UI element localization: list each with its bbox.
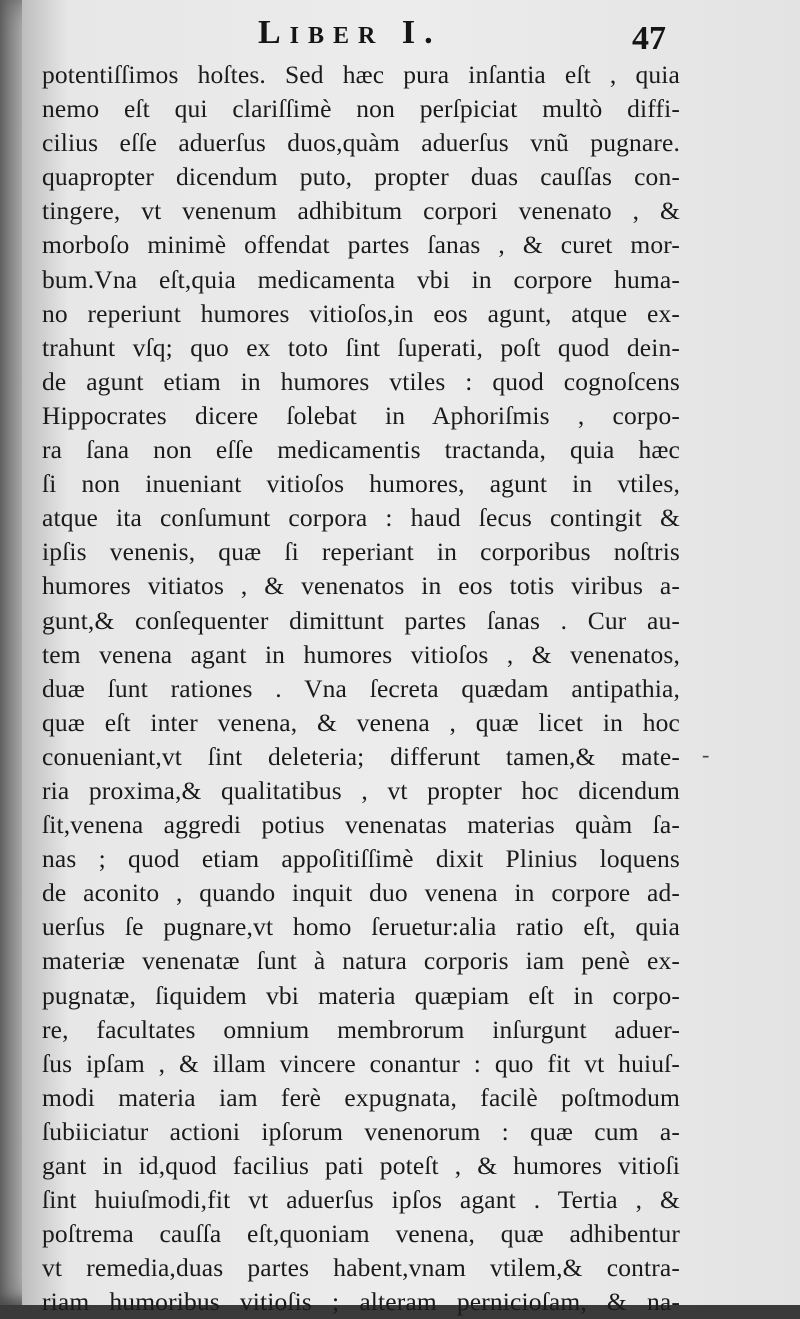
text-line: riam humoribus vitioſis ; alteram pernicioſam, & na- bbox=[42, 1287, 680, 1317]
text-line: cilius eſſe aduerſus duos,quàm aduerſus vnũ pugnare. bbox=[42, 128, 680, 158]
text-line: ſus ipſam , & illam vincere conantur : quo fit vt huiuſ- bbox=[42, 1048, 680, 1078]
running-head: Liber I. bbox=[258, 14, 442, 51]
text-line: materiæ venenatæ ſunt à natura corporis iam penè ex- bbox=[42, 946, 680, 976]
text-line: Hippocrates dicere ſolebat in Aphoriſmis , corpo- bbox=[42, 400, 680, 430]
text-line: re, facultates omnium membrorum inſurgunt aduer- bbox=[42, 1014, 680, 1044]
text-line: nemo eſt qui clariſſimè non perſpiciat multò diffi- bbox=[42, 94, 680, 124]
page-header bbox=[0, 10, 800, 57]
text-line: humores vitiatos , & venenatos in eos totis viribus a- bbox=[42, 571, 680, 601]
text-line: quæ eſt inter venena, & venena , quæ licet in hoc bbox=[42, 707, 680, 737]
text-line: ſit,venena aggredi potius venenatas materias quàm ſa- bbox=[42, 810, 680, 840]
text-line: nas ; quod etiam appoſitiſſimè dixit Plinius loquens bbox=[42, 844, 680, 874]
text-line: atque ita conſumunt corpora : haud ſecus contingit & bbox=[42, 503, 680, 533]
text-line: ſi non inueniant vitioſos humores, agunt in vtiles, bbox=[42, 469, 680, 499]
text-line: ſubiiciatur actioni ipſorum venenorum : quæ cum a- bbox=[42, 1116, 680, 1146]
text-line: tem venena agant in humores vitioſos , & venenatos, bbox=[42, 639, 680, 669]
text-line: morboſo minimè offendat partes ſanas , & curet mor- bbox=[42, 230, 680, 260]
margin-dash-mark: ‐ bbox=[702, 742, 710, 767]
body-text bbox=[42, 58, 680, 1319]
text-line: conueniant,vt ſint deleteria; differunt tamen,& mate- bbox=[42, 741, 680, 771]
text-line: poſtrema cauſſa eſt,quoniam venena, quæ adhibentur bbox=[42, 1219, 680, 1249]
text-line: tingere, vt venenum adhibitum corpori venenato , & bbox=[42, 196, 680, 226]
text-line: ipſis venenis, quæ ſi reperiant in corporibus noſtris bbox=[42, 537, 680, 567]
text-line: de aconito , quando inquit duo venena in corpore ad- bbox=[42, 878, 680, 908]
text-line: duæ ſunt rationes . Vna ſecreta quædam antipathia, bbox=[42, 673, 680, 703]
text-line: bum.Vna eſt,quia medicamenta vbi in corpore huma- bbox=[42, 264, 680, 294]
text-line: gunt,& conſequenter dimittunt partes ſanas . Cur au- bbox=[42, 605, 680, 635]
page-number: 47 bbox=[632, 20, 666, 57]
text-line: vt remedia,duas partes habent,vnam vtilem,& contra- bbox=[42, 1253, 680, 1283]
text-line: de agunt etiam in humores vtiles : quod cognoſcens bbox=[42, 366, 680, 396]
text-line: uerſus ſe pugnare,vt homo ſeruetur:alia ratio eſt, quia bbox=[42, 912, 680, 942]
text-line: pugnatæ, ſiquidem vbi materia quæpiam eſt in corpo- bbox=[42, 980, 680, 1010]
text-line: trahunt vſq; quo ex toto ſint ſuperati, poſt quod dein- bbox=[42, 332, 680, 362]
text-line: potentiſſimos hoſtes. Sed hæc pura inſantia eſt , quia bbox=[42, 60, 680, 89]
text-line: quapropter dicendum puto, propter duas cauſſas con- bbox=[42, 162, 680, 192]
text-line: gant in id,quod facilius pati poteſt , & humores vitioſi bbox=[42, 1151, 680, 1180]
text-line: modi materia iam ferè expugnata, facilè poſtmodum bbox=[42, 1082, 680, 1112]
text-line: ria proxima,& qualitatibus , vt propter hoc dicendum bbox=[42, 775, 680, 805]
text-line: no reperiunt humores vitioſos,in eos agunt, atque ex- bbox=[42, 298, 680, 328]
text-line: ſint huiuſmodi,fit vt aduerſus ipſos agant . Tertia , & bbox=[42, 1185, 680, 1215]
text-line: ra ſana non eſſe medicamentis tractanda, quia hæc bbox=[42, 435, 680, 465]
